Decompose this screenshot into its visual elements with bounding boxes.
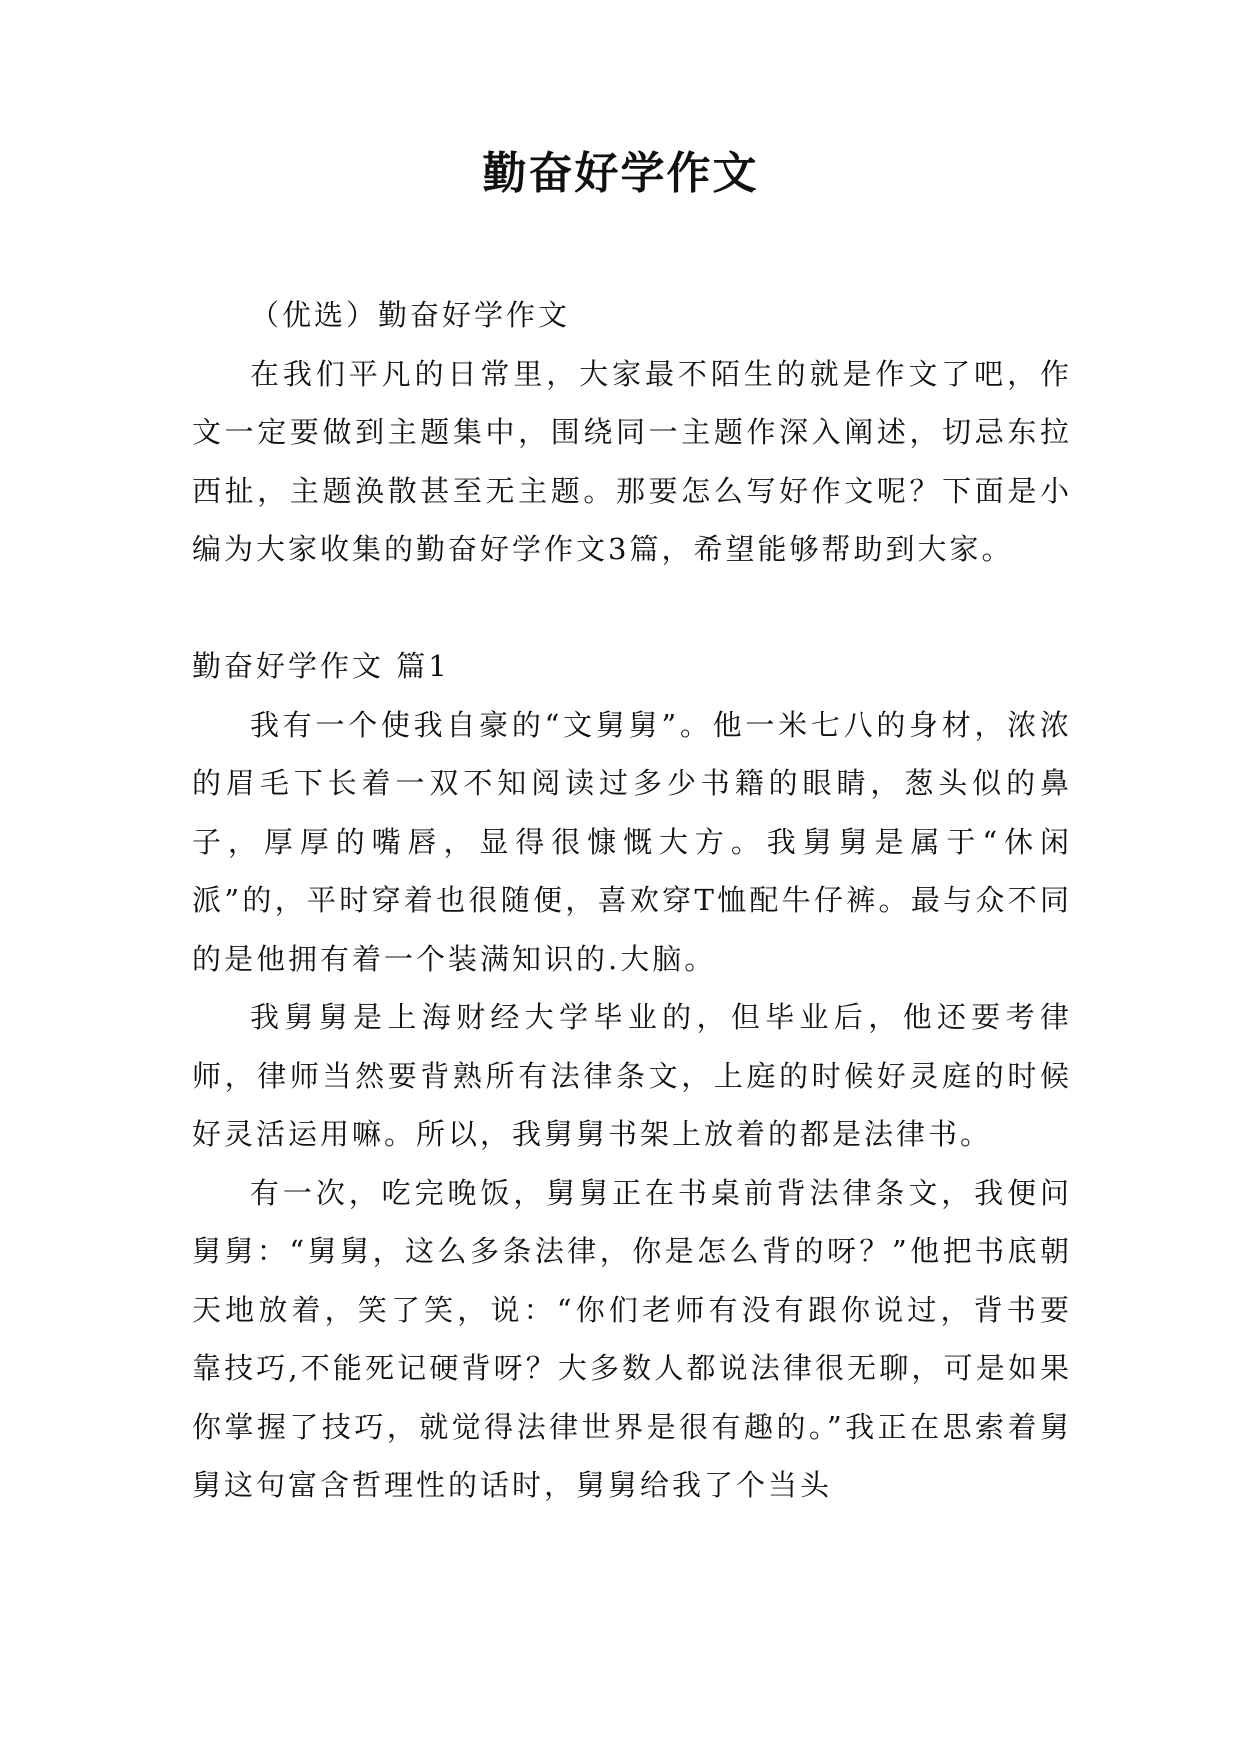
body-paragraph: 我有一个使我自豪的“文舅舅”。他一米七八的身材，浓浓的眉毛下长着一双不知阅读过多少书籍的眼睛，葱头似的鼻子，厚厚的嘴唇，显得很慷慨大方。我舅舅是属于“休闲派”的，平时穿着也很随便，喜欢穿T恤配牛仔裤。最与众不同的是他拥有着一个装满知识的.大脑。 bbox=[192, 707, 1072, 976]
section-heading: 勤奋好学作文 篇1 bbox=[192, 649, 450, 683]
document-subtitle: （优选）勤奋好学作文 bbox=[250, 298, 571, 332]
document-body bbox=[192, 286, 1072, 1515]
document-title: 勤奋好学作文 bbox=[482, 148, 759, 199]
body-paragraph: 有一次，吃完晚饭，舅舅正在书桌前背法律条文，我便问舅舅：“舅舅，这么多条法律，你是怎么背的呀？”他把书底朝天地放着，笑了笑，说：“你们老师有没有跟你说过，背书要靠技巧,不能死记硬背呀？大多数人都说法律很无聊，可是如果你掌握了技巧，就觉得法律世界是很有趣的。”我正在思索着舅舅这句富含哲理性的话时，舅舅给我了个当头 bbox=[192, 1175, 1072, 1502]
intro-paragraph: 在我们平凡的日常里，大家最不陌生的就是作文了吧，作文一定要做到主题集中，围绕同一主题作深入阐述，切忌东拉西扯，主题涣散甚至无主题。那要怎么写好作文呢？下面是小编为大家收集的勤奋好学作文3篇，希望能够帮助到大家。 bbox=[192, 356, 1072, 566]
body-paragraph: 我舅舅是上海财经大学毕业的，但毕业后，他还要考律师，律师当然要背熟所有法律条文，上庭的时候好灵庭的时候好灵活运用嘛。所以，我舅舅书架上放着的都是法律书。 bbox=[192, 1000, 1072, 1151]
